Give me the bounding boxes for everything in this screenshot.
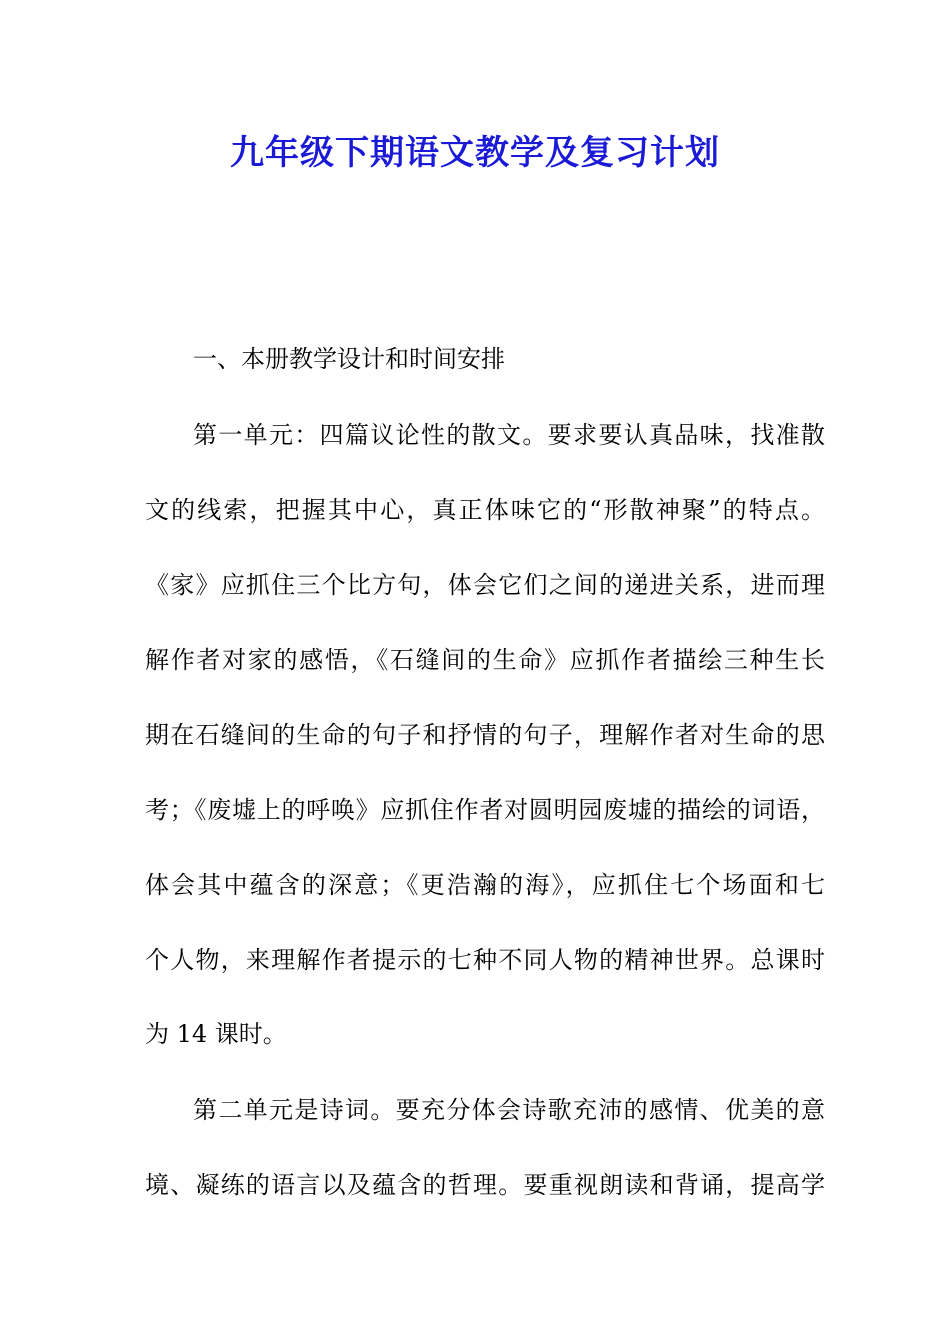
section-heading: 一、本册教学设计和时间安排 xyxy=(193,345,505,373)
paragraph-line: 解作者对家的感悟，《石缝间的生命》应抓作者描绘三种生长 xyxy=(145,646,825,674)
paragraph-line: 为 14 课时。 xyxy=(145,1020,287,1048)
document-title: 九年级下期语文教学及复习计划 xyxy=(230,133,720,173)
paragraph-line: 境、凝练的语言以及蕴含的哲理。要重视朗读和背诵，提高学 xyxy=(145,1171,825,1199)
paragraph-line: 《家》应抓住三个比方句，体会它们之间的递进关系，进而理 xyxy=(145,571,825,599)
paragraph-line: 期在石缝间的生命的句子和抒情的句子，理解作者对生命的思 xyxy=(145,721,825,749)
paragraph-line: 体会其中蕴含的深意；《更浩瀚的海》，应抓住七个场面和七 xyxy=(145,871,825,899)
paragraph-line: 第二单元是诗词。要充分体会诗歌充沛的感情、优美的意 xyxy=(193,1096,825,1124)
paragraph-line: 考；《废墟上的呼唤》应抓住作者对圆明园废墟的描绘的词语， xyxy=(145,796,825,824)
paragraph-line: 文的线索，把握其中心，真正体味它的“形散神聚”的特点。 xyxy=(145,496,825,524)
paragraph-line: 第一单元：四篇议论性的散文。要求要认真品味，找准散 xyxy=(193,421,825,449)
paragraph-line: 个人物，来理解作者提示的七种不同人物的精神世界。总课时 xyxy=(145,946,825,974)
